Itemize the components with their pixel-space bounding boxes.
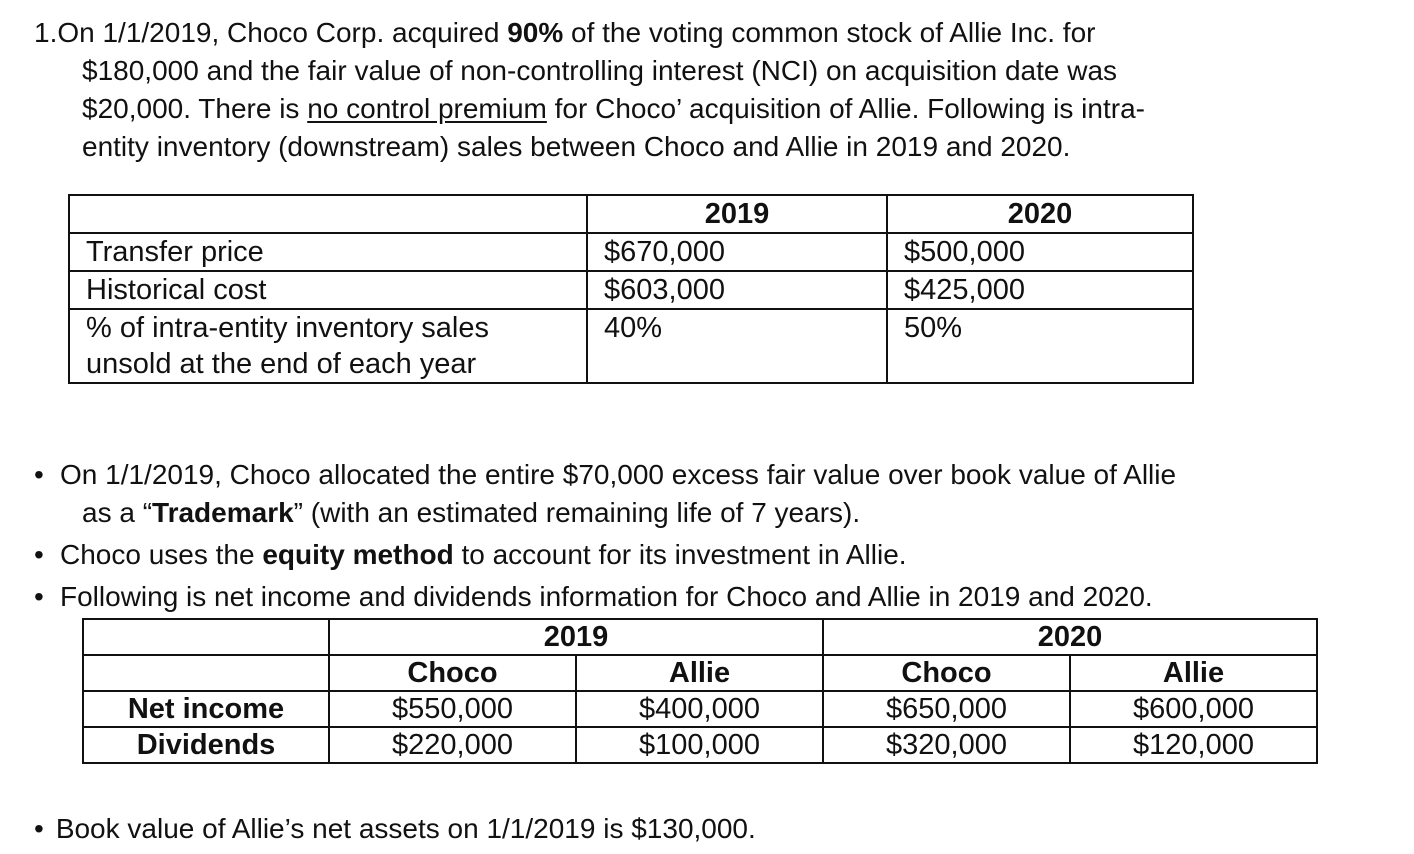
intro-line-4: entity inventory (downstream) sales between Choco and Allie in 2019 and 2020. bbox=[82, 131, 1071, 162]
list-item: • On 1/1/2019, Choco allocated the entire $70,000 excess fair value over book value of Allie as a “Trademark” (with an estimated remaining life of 7 years). bbox=[34, 456, 1404, 532]
header-allie-2020: Allie bbox=[1070, 655, 1317, 691]
income-dividends-table bbox=[82, 618, 1318, 764]
year-header-row bbox=[83, 619, 1317, 655]
transfer-price-2019: $670,000 bbox=[588, 234, 886, 272]
row-label-transfer-price: Transfer price bbox=[70, 234, 586, 272]
header-2019: 2019 bbox=[587, 195, 887, 233]
dividends-choco-2020: $320,000 bbox=[823, 727, 1070, 763]
net-income-choco-2020: $650,000 bbox=[823, 691, 1070, 727]
historical-cost-2020: $425,000 bbox=[888, 272, 1192, 310]
table-row bbox=[69, 310, 1193, 383]
header-2019: 2019 bbox=[329, 619, 823, 655]
header-choco-2019: Choco bbox=[329, 655, 576, 691]
header-blank bbox=[83, 619, 329, 655]
net-income-allie-2019: $400,000 bbox=[576, 691, 823, 727]
unsold-pct-2020: 50% bbox=[887, 310, 1193, 383]
historical-cost-2019: $603,000 bbox=[588, 272, 886, 310]
header-blank bbox=[69, 195, 587, 233]
header-blank bbox=[83, 655, 329, 691]
net-income-choco-2019: $550,000 bbox=[329, 691, 576, 727]
dividends-choco-2019: $220,000 bbox=[329, 727, 576, 763]
problem-statement bbox=[34, 14, 1394, 166]
list-item: • Choco uses the equity method to account for its investment in Allie. bbox=[34, 536, 1404, 574]
list-item: • Following is net income and dividends information for Choco and Allie in 2019 and 2020. bbox=[34, 578, 1404, 616]
row-label-unsold-pct-2: unsold at the end of each year bbox=[86, 348, 477, 380]
intro-line-1: 1.On 1/1/2019, Choco Corp. acquired 90% of the voting common stock of Allie Inc. for bbox=[34, 17, 1096, 48]
entity-header-row bbox=[83, 655, 1317, 691]
header-choco-2020: Choco bbox=[823, 655, 1070, 691]
table-row bbox=[69, 233, 1193, 310]
net-income-allie-2020: $600,000 bbox=[1070, 691, 1317, 727]
row-label-historical-cost: Historical cost bbox=[70, 272, 586, 310]
table-row bbox=[83, 691, 1317, 727]
intro-line-2: $180,000 and the fair value of non-controlling interest (NCI) on acquisition date was bbox=[82, 55, 1118, 86]
facts-list bbox=[34, 456, 1404, 616]
equity-method-bold: equity method bbox=[262, 539, 454, 570]
header-allie-2019: Allie bbox=[576, 655, 823, 691]
control-premium-underlined: no control premium bbox=[307, 93, 547, 124]
unsold-pct-2019: 40% bbox=[587, 310, 887, 383]
book-value-note: • Book value of Allie’s net assets on 1/1/2019 is $130,000. bbox=[34, 810, 756, 848]
table-header-row bbox=[69, 195, 1193, 233]
dividends-allie-2020: $120,000 bbox=[1070, 727, 1317, 763]
dividends-allie-2019: $100,000 bbox=[576, 727, 823, 763]
row-label-unsold-pct-1: % of intra-entity inventory sales bbox=[86, 312, 489, 344]
inventory-sales-table bbox=[68, 194, 1194, 384]
row-label-net-income: Net income bbox=[83, 691, 329, 727]
table-row bbox=[83, 727, 1317, 763]
row-label-dividends: Dividends bbox=[83, 727, 329, 763]
trademark-bold: Trademark bbox=[152, 497, 294, 528]
intro-line-3: $20,000. There is no control premium for Choco’ acquisition of Allie. Following is intra- bbox=[82, 93, 1145, 124]
header-2020: 2020 bbox=[823, 619, 1317, 655]
transfer-price-2020: $500,000 bbox=[888, 234, 1192, 272]
header-2020: 2020 bbox=[887, 195, 1193, 233]
pct-bold: 90% bbox=[507, 17, 564, 48]
